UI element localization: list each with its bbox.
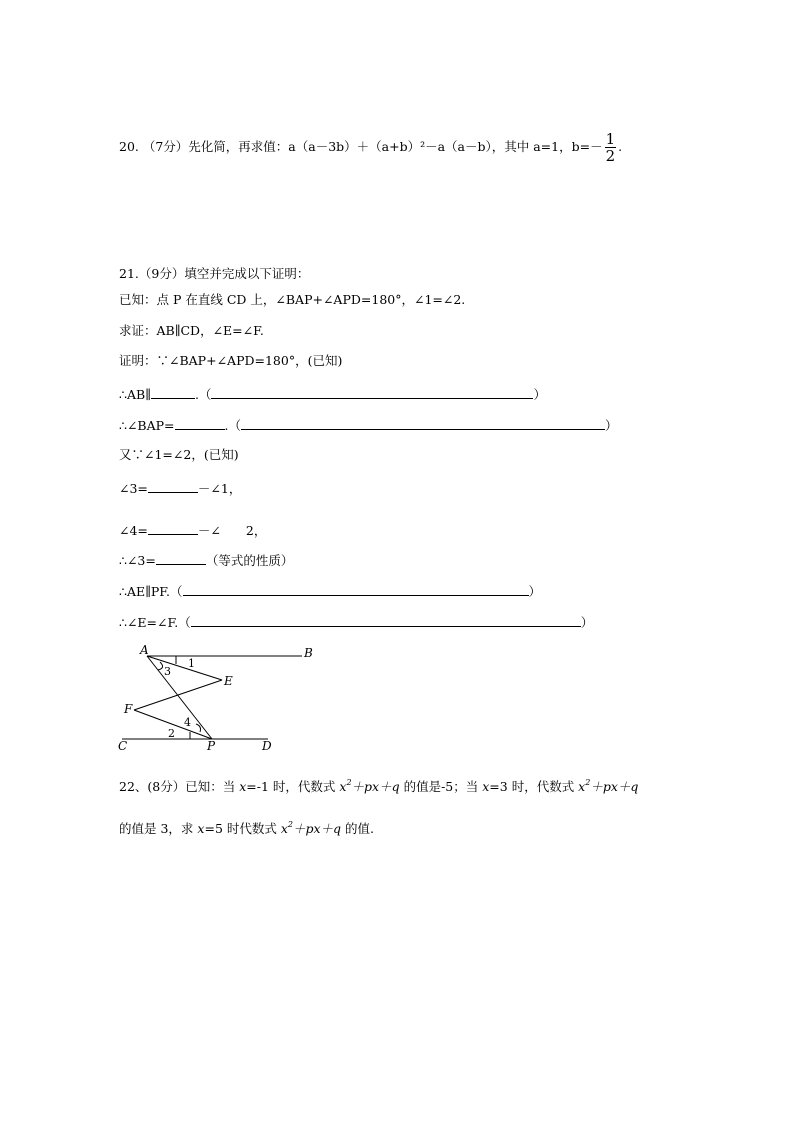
proof-line-8-text: ∴∠E=∠F.（ [119, 615, 191, 630]
proof-line-1-text: ∴AB∥ [119, 387, 151, 402]
proof-line-1-mid: .（ [194, 387, 212, 402]
angle-4-arc [196, 724, 201, 732]
q22-part-1: 22、(8分）已知：当 [119, 779, 240, 794]
q21-proof-start: 证明：∵∠BAP+∠APD=180°，(已知) [119, 353, 343, 368]
label-f: F [124, 702, 133, 716]
segment-ae [147, 656, 222, 680]
fraction-denominator: 2 [605, 147, 616, 165]
proof-line-3: 又∵∠1=∠2，(已知) [119, 447, 239, 462]
reason-blank[interactable] [191, 613, 581, 627]
proof-line-7-text: ∴AE∥PF.（ [119, 584, 183, 599]
label-d: D [262, 739, 272, 753]
proof-line-2-end: ） [605, 418, 618, 433]
label-c: C [118, 739, 128, 753]
angle-label-3: 3 [164, 665, 171, 678]
q22-part-5: 的值是 3，求 [119, 821, 198, 836]
fill-blank[interactable] [148, 521, 198, 535]
q22-part-7: 的值. [341, 821, 375, 836]
q21-given: 已知：点 P 在直线 CD 上，∠BAP+∠APD=180°，∠1=∠2. [119, 292, 466, 307]
fill-blank[interactable] [151, 385, 195, 399]
proof-line-2 [119, 416, 618, 434]
label-a: A [140, 643, 149, 657]
q22-line-2 [119, 817, 374, 837]
expression-x2-px-q: $x^2+px+q$ [578, 778, 639, 794]
q21-prove: 求证：AB∥CD，∠E=∠F. [119, 323, 264, 338]
reason-blank[interactable] [183, 582, 529, 596]
fraction-one-half [605, 131, 617, 164]
proof-line-4-end: －∠1， [197, 481, 242, 496]
proof-line-7-end: ） [528, 584, 542, 599]
q22-part-6: =5 时代数式 [204, 821, 281, 836]
expression-x2-px-q: $x^2+px+q$ [280, 820, 342, 836]
proof-line-2-text: ∴∠BAP= [119, 418, 175, 433]
reason-blank[interactable] [211, 385, 533, 399]
angle-label-4: 4 [184, 716, 191, 729]
proof-line-6-text: ∴∠3= [119, 553, 156, 568]
proof-line-1 [119, 385, 546, 403]
proof-line-4 [119, 479, 241, 497]
fraction-numerator: 1 [605, 130, 616, 148]
proof-line-5-end: －∠ 2， [197, 523, 267, 538]
proof-line-5 [119, 521, 266, 539]
var-x: x [197, 821, 205, 836]
angle-label-1: 1 [188, 657, 195, 670]
proof-line-8-end: ） [580, 615, 594, 630]
q22-part-4: =3 时，代数式 [489, 779, 579, 794]
proof-line-5-text: ∠4= [119, 523, 148, 538]
angle-label-2: 2 [168, 727, 175, 740]
fill-blank[interactable] [156, 551, 206, 565]
var-x: x [239, 779, 247, 794]
proof-line-7 [119, 582, 541, 600]
q22-part-2: =-1 时，代数式 [246, 779, 340, 794]
q22-line-1 [119, 775, 638, 795]
question-20 [119, 131, 622, 164]
reason-blank[interactable] [241, 416, 605, 430]
segment-ef [134, 680, 222, 710]
angle-3-arc [158, 662, 163, 670]
proof-line-6 [119, 551, 293, 569]
proof-line-4-text: ∠3= [119, 481, 148, 496]
fill-blank[interactable] [148, 479, 198, 493]
proof-line-1-end: ） [533, 387, 546, 402]
q21-title: 21.（9分）填空并完成以下证明： [119, 266, 310, 281]
label-b: B [304, 646, 313, 660]
q22-part-3: 的值是-5；当 [399, 779, 483, 794]
q20-text: 20. （7分）先化简，再求值：a（a－3b）＋（a+b）²－a（a－b），其中 a=1，b=－ [119, 139, 603, 154]
var-x: x [482, 779, 490, 794]
proof-line-8 [119, 613, 593, 631]
fill-blank[interactable] [175, 416, 225, 430]
proof-line-2-mid: .（ [224, 418, 242, 433]
label-e: E [224, 674, 233, 688]
label-p: P [207, 739, 216, 753]
expression-x2-px-q: $x^2+px+q$ [339, 778, 400, 794]
q20-end: . [618, 139, 623, 154]
geometry-figure [112, 640, 313, 760]
proof-line-6-end: （等式的性质） [205, 553, 294, 568]
